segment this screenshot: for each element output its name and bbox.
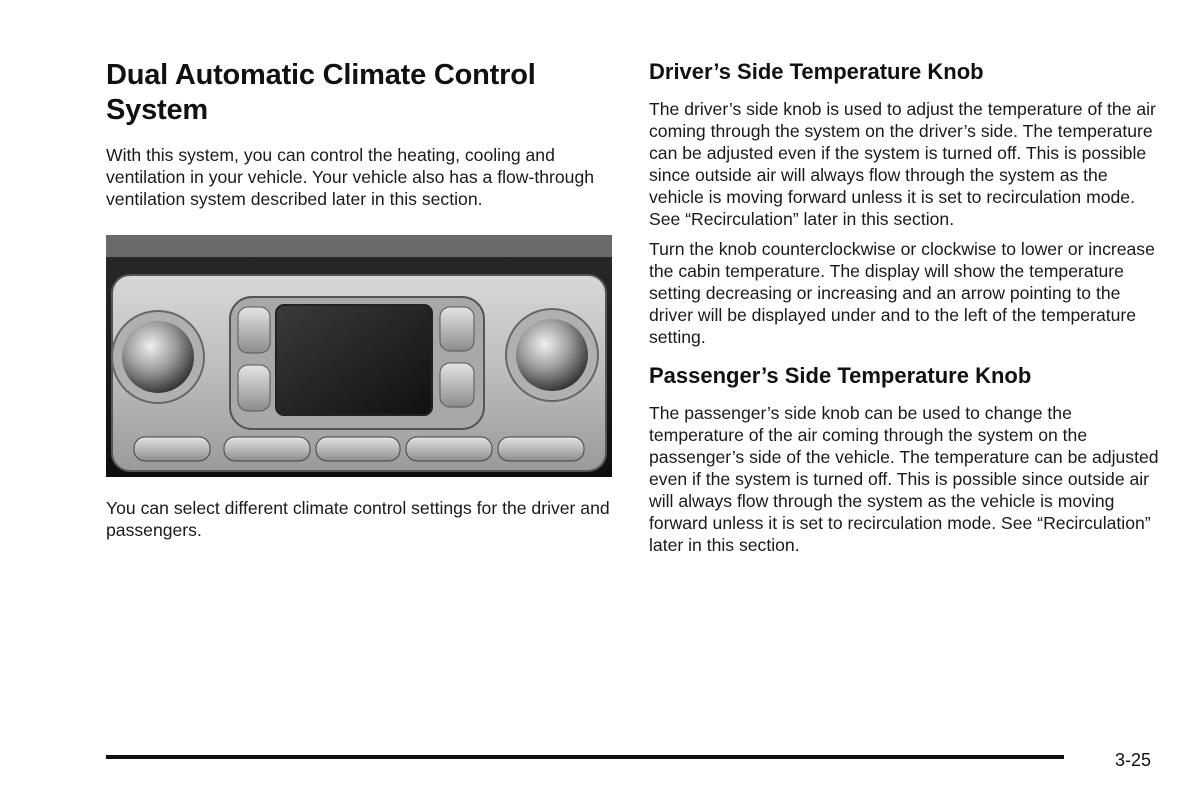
page-number: 3-25	[1115, 750, 1152, 770]
driver-knob-heading: Driver’s Side Temperature Knob	[649, 59, 984, 84]
right-column	[649, 58, 1159, 556]
intro-paragraph: With this system, you can control the heating, cooling and ventilation in your vehicle. Your vehicle also has a flow-through ventilation system described later in this section.	[106, 145, 595, 209]
passenger-knob-paragraph: The passenger’s side knob can be used to change the temperature of the air coming through the system on the passenger’s side of the vehicle. The temperature can be adjusted even if the system is turned off. This is possible since outside air will always flow through the system as the vehicle is moving forward unless it is set to recirculation mode. See “Recirculation” later in this section.	[649, 403, 1159, 555]
page-title: Dual Automatic Climate Control System	[106, 59, 536, 126]
passenger-knob-heading: Passenger’s Side Temperature Knob	[649, 363, 1032, 388]
driver-temperature-knob	[122, 321, 194, 393]
display-screen	[276, 305, 432, 415]
driver-knob-paragraph-1: The driver’s side knob is used to adjust the temperature of the air coming through the system on the driver’s side. The temperature can be adjusted even if the system is turned off. This is possible since outside air will always flow through the system as the vehicle is moving forward unless it is set to recirculation mode. See “Recirculation” later in this section.	[649, 99, 1156, 229]
passenger-temperature-knob	[516, 319, 588, 391]
left-column	[106, 58, 612, 541]
driver-knob-paragraph-2: Turn the knob counterclockwise or clockwise to lower or increase the cabin temperature. The display will show the temperature setting decreasing or increasing and an arrow pointing to the driver will be displayed under and to the left of the temperature setting.	[649, 239, 1155, 347]
climate-control-panel-photo	[106, 235, 612, 477]
footer-rule	[106, 755, 1064, 759]
figure-caption: You can select different climate control settings for the driver and passengers.	[106, 498, 610, 540]
